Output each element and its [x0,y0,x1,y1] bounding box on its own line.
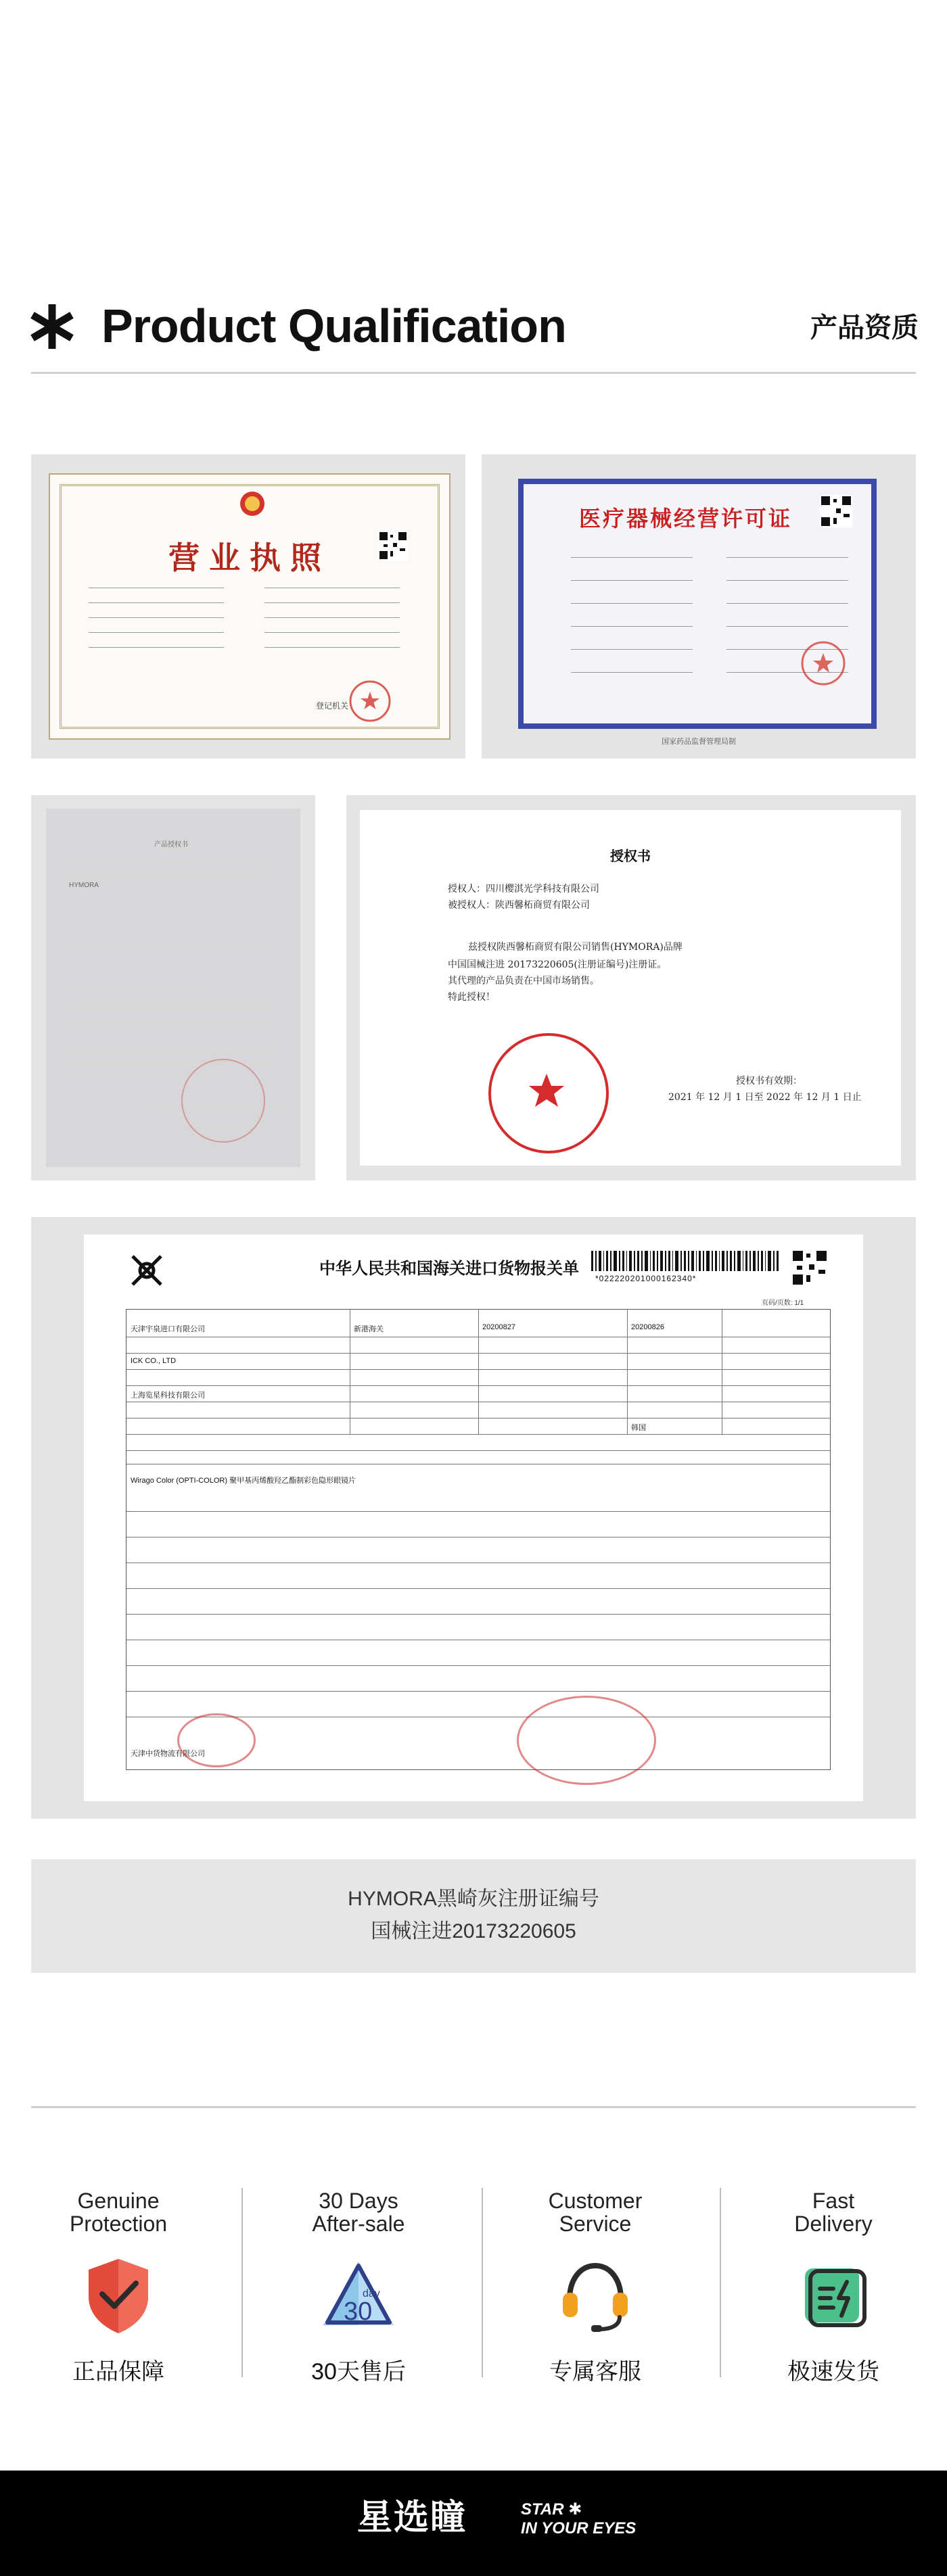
feature-label-zh: 极速发货 [787,2359,879,2385]
authorization-letter-card [346,795,916,1180]
feature-label-zh: 正品保障 [72,2359,164,2385]
business-license-image [49,473,451,740]
faded-seal [181,1059,265,1143]
authorization-body-2: 中国国械注进 20173220605(注册证编号)注册证。 [448,959,667,970]
customs-page: 页码/页数: 1/1 [762,1299,804,1307]
authorization-validity: 2021 年 12 月 1 日至 2022 年 12 月 1 日止 [668,1092,862,1103]
ship-date: 20200827 [482,1323,515,1331]
registration-title: HYMORA黑崎灰注册证编号 [348,1888,599,1910]
feature-fast-delivery [715,2184,947,2400]
national-emblem-icon [239,490,266,517]
asterisk-icon [28,303,76,350]
page-title-zh: 产品资质 [810,313,919,343]
medical-license-card [482,454,916,759]
consignor: ICK CO., LTD [131,1357,177,1365]
company-seal [488,1033,609,1153]
business-license-heading: 营业执照 [168,540,331,576]
official-seal-icon [800,640,847,687]
feature-customer-service [477,2184,714,2400]
footer-brand-zh: 星选瞳 [357,2498,467,2537]
feature-label-en: Fast Delivery [794,2189,873,2236]
footer-bar [0,2471,947,2576]
medical-license-heading: 医疗器械经营许可证 [579,506,793,531]
feature-label-en: Genuine Protection [69,2189,168,2236]
headset-icon [555,2255,636,2336]
header-divider [31,372,916,374]
delivery-box-icon [793,2255,874,2336]
day-badge-number: 30 [344,2297,373,2326]
customs-emblem-icon [127,1251,166,1290]
customs-table [126,1309,831,1770]
declare-date: 20200826 [631,1323,664,1331]
barcode [591,1251,781,1271]
shield-check-icon [78,2255,159,2336]
customs-declaration-image [84,1235,863,1801]
footer-brand-en-line1: STAR ✱ [521,2500,582,2519]
day-badge-text: day [363,2288,380,2299]
feature-30-days-after-sale [240,2184,477,2400]
registration-box [31,1859,916,1973]
authorization-signer: 授权书有效期： [736,1076,802,1087]
authorization-heading: 授权书 [610,848,651,864]
feature-genuine-protection [0,2184,237,2400]
customs-heading: 中华人民共和国海关进口货物报关单 [319,1258,579,1278]
feature-label-zh: 专属客服 [549,2359,641,2385]
day-30-triangle-icon [318,2255,399,2336]
medical-license-image [518,479,877,729]
product-authorization-image [46,809,300,1167]
product-authorization-title: 产品授权书 [154,841,188,849]
authorization-body-4: 特此授权！ [448,992,495,1003]
qr-code-icon [820,495,852,527]
official-seal-icon [348,679,392,723]
declarant-company: 天津中货物流有限公司 [131,1750,205,1758]
authorization-letter-image [360,810,901,1166]
feature-label-en: Customer Service [548,2189,643,2236]
qr-code-icon [791,1249,828,1286]
product-authorization-card [31,795,315,1180]
authorization-body-3: 其代理的产品负责在中国市场销售。 [448,976,599,986]
registration-number: 国械注进20173220605 [371,1920,576,1942]
feature-label-en: 30 Days After-sale [312,2189,405,2236]
feature-label-zh: 30天售后 [311,2359,406,2385]
goods-description: Wirago Color (OPTI-COLOR) 聚甲基丙烯酸羟乙酯制彩色隐形眼镜片 [131,1477,356,1485]
product-brand-label: HYMORA [69,882,99,889]
registration-authority-label: 登记机关 [316,701,349,711]
medical-license-issuer: 国家药品监督管理局制 [662,738,736,746]
customs-number: *022220201000162340* [595,1274,697,1283]
footer-brand-en-line2: IN YOUR EYES [521,2519,637,2537]
page-title: Product Qualification [101,300,566,352]
declarant-seal [177,1713,256,1767]
consignee: 天津宇泉进口有限公司 [131,1325,205,1333]
origin-country: 韩国 [631,1424,646,1432]
authorized-text: 被授权人：陕西馨柘商贸有限公司 [448,900,590,911]
customs-declaration-card [31,1217,916,1819]
qr-code-icon [378,531,408,560]
authorizer-text: 授权人：四川樱淇光学科技有限公司 [448,884,599,895]
consumer-user: 上海览星科技有限公司 [131,1391,205,1400]
seal-star-icon [526,1071,567,1112]
business-license-card [31,454,465,759]
section-divider [31,2106,916,2108]
authorization-body-1: 兹授权陕西馨柘商贸有限公司销售(HYMORA)品牌 [468,942,683,953]
customs-port: 新港海关 [354,1325,384,1333]
customs-seal [517,1696,656,1785]
